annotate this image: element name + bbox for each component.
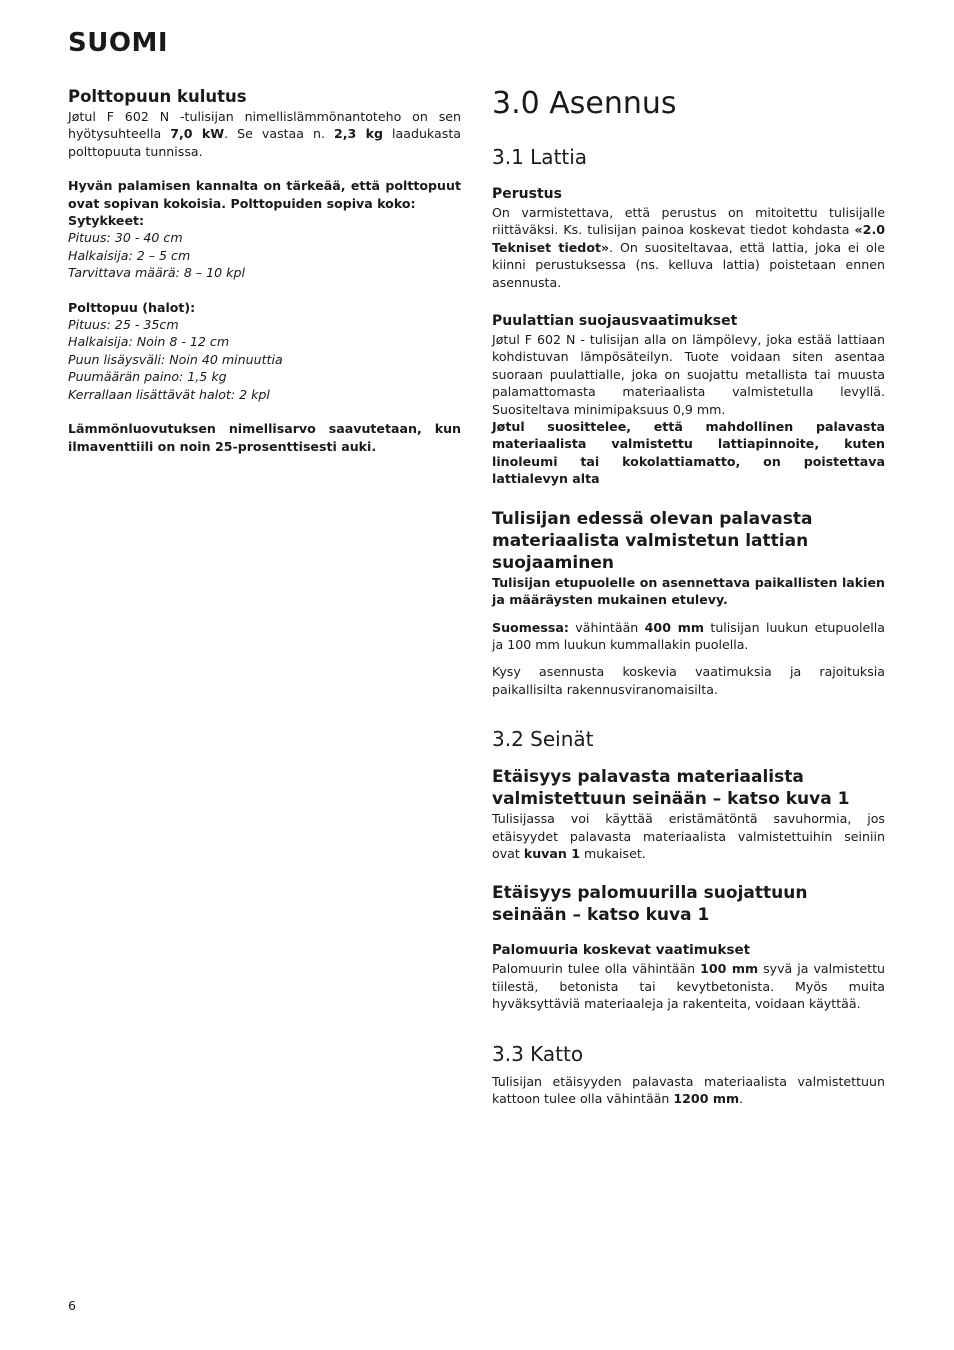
firewood-heading: Polttopuun kulutus [68, 87, 247, 106]
left-column [68, 86, 461, 455]
front-floor-heading: Tulisijan edessä olevan palavasta materiaalista valmistetun lattian suojaaminen [492, 508, 813, 573]
logs-title: Polttopuu (halot): [68, 299, 196, 315]
wood-floor-heading: Puulattian suojausvaatimukset [492, 313, 738, 330]
ask-authorities: Kysy asennusta koskevia vaatimuksia ja rajoituksia paikallisilta rakennusviranomaisilta. [492, 664, 885, 697]
language-header: SUOMI [68, 28, 168, 58]
foundation-text: On varmistettava, että perustus on mitoitettu tulisijalle riittäväksi. Ks. tulisijan painoa koskevat tiedot kohdasta «2.0 Tekniset tiedot». On suositeltavaa, että lattia, joka ei ole kiinni perustuksessa (ns. kelluva lattia) poistetaan ennen asennusta. [492, 205, 885, 290]
wall-distance-text: Tulisijassa voi käyttää eristämätöntä savuhormia, jos etäisyydet palavasta materiaalista valmistettuihin seiniin ovat kuvan 1 mukaiset. [492, 811, 885, 861]
list-item: Halkaisija: 2 – 5 cm [68, 247, 191, 263]
list-item: Pituus: 25 - 35cm [68, 317, 179, 333]
section-title: 3.0 Asennus [492, 86, 677, 121]
wood-floor-text: Jøtul F 602 N - tulisijan alla on lämpölevy, joka estää lattiaan kohdistuvan lämpösäteilyn. Tuote voidaan siten asentaa suoraan puulattialle, joka on suojattu metallista tai muusta palamattomasta materiaalista valmistetulla levyllä. Suositeltava minimipaksuus 0,9 mm. [492, 332, 885, 417]
wood-floor-recommendation: Jøtul suosittelee, että mahdollinen palavasta materiaalista valmistettu lattiapinnoite, kuten linoleumi tai kokolattiamatto, on poistettava lattialevyn alta [492, 419, 885, 487]
list-item: Kerrallaan lisättävät halot: 2 kpl [68, 386, 270, 402]
right-column [492, 86, 885, 1107]
front-plate-note: Tulisijan etupuolelle on asennettava paikallisten lakien ja määräysten mukainen etulevy. [492, 574, 885, 608]
subsection-title-floor: 3.1 Lattia [492, 145, 588, 169]
firewood-size-note: Hyvän palamisen kannalta on tärkeää, että polttopuut ovat sopivan kokoisia. Polttopuiden sopiva koko: [68, 178, 461, 211]
list-item: Tarvittava määrä: 8 – 10 kpl [68, 265, 245, 281]
list-item: Halkaisija: Noin 8 - 12 cm [68, 334, 230, 350]
closing-note: Lämmönluovutuksen nimellisarvo saavutetaan, kun ilmaventtiili on noin 25-prosenttisesti auki. [68, 421, 461, 454]
firewood-intro: Jøtul F 602 N -tulisijan nimellislämmönantoteho on sen hyötysuhteella 7,0 kW. Se vastaa n. 2,3 kg laadukasta polttopuuta tunnissa. [68, 109, 461, 159]
foundation-heading: Perustus [492, 186, 562, 202]
firewall-requirements-heading: Palomuuria koskevat vaatimukset [492, 942, 751, 959]
list-item: Pituus: 30 - 40 cm [68, 230, 183, 246]
finland-requirement: Suomessa: vähintään 400 mm tulisijan luukun etupuolella ja 100 mm luukun kummallakin puolella. [492, 619, 885, 652]
subsection-title-walls: 3.2 Seinät [492, 727, 594, 752]
page-number: 6 [68, 1298, 77, 1313]
subsection-title-ceiling: 3.3 Katto [492, 1041, 584, 1066]
ceiling-text: Tulisijan etäisyyden palavasta materiaalista valmistettuun kattoon tulee olla vähintään 1200 mm. [492, 1073, 885, 1106]
list-item: Puumäärän paino: 1,5 kg [68, 369, 227, 385]
wall-distance-heading: Etäisyys palavasta materiaalista valmistettuun seinään – katso kuva 1 [492, 767, 850, 810]
firewall-text: Palomuurin tulee olla vähintään 100 mm syvä ja valmistettu tiilestä, betonista tai kevytbetonista. Myös muita hyväksyttäviä materiaaleja ja rakenteita, voidaan käyttää. [492, 961, 886, 1012]
kindling-title: Sytykkeet: [68, 213, 145, 229]
firewall-heading: Etäisyys palomuurilla suojattuun seinään – katso kuva 1 [492, 883, 808, 926]
list-item: Puun lisäysväli: Noin 40 minuuttia [68, 351, 283, 367]
